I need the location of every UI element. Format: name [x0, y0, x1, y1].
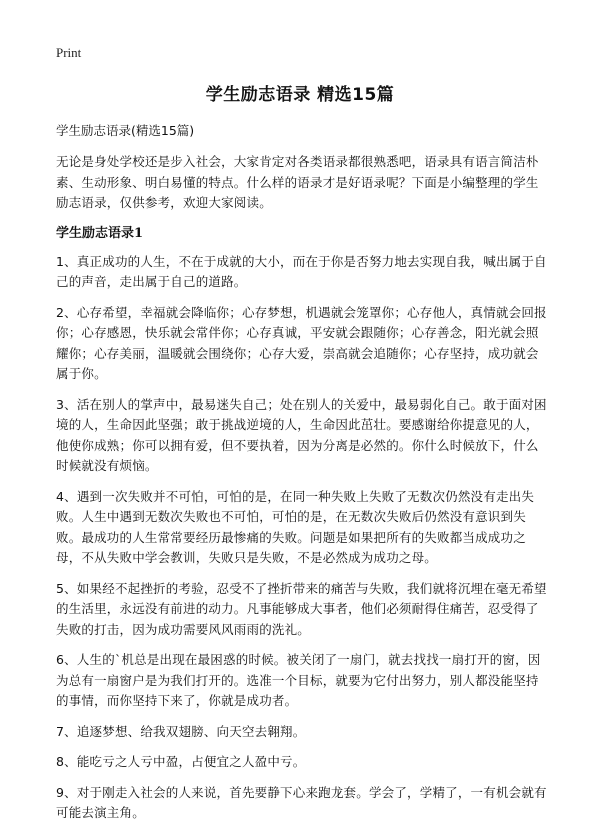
quote-item-8: 8、能吃亏之人亏中盈，占便宜之人盈中亏。	[56, 754, 306, 769]
quote-item-5: 5、如果经不起挫折的考验，忍受不了挫折带来的痛苦与失败，我们就将沉埋在毫无希望的生活里，永远没有前进的动力。凡事能够成大事者，他们必须耐得住痛苦，忍受得了失败的打击，因为成功需要风风雨雨的洗礼。	[56, 580, 547, 637]
section-heading: 学生励志语录1	[56, 225, 144, 241]
quote-item-6: 6、人生的`机总是出现在最困惑的时候。被关闭了一扇门，就去找找一扇打开的窗，因为总有一扇窗户是为我们打开的。选准一个目标，就要为它付出努力，别人都没能坚持的事情，而你坚持下来了，你就是成功者。	[56, 652, 541, 708]
quote-item-2: 2、心存希望，幸福就会降临你；心存梦想，机遇就会笼罩你；心存他人，真情就会回报你；心存感恩，快乐就会常伴你；心存真诚，平安就会跟随你；心存善念，阳光就会照耀你；心存美丽，温暖就会围绕你；心存大爱，崇高就会追随你；心存坚持，成功就会属于你。	[56, 304, 547, 381]
intro-paragraph: 无论是身处学校还是步入社会，大家肯定对各类语录都很熟悉吧，语录具有语言简洁朴素、生动形象、明白易懂的特点。什么样的语录才是好语录呢？下面是小编整理的学生励志语录，仅供参考，欢迎大家阅读。	[56, 154, 539, 210]
quote-item-1: 1、真正成功的人生，不在于成就的大小，而在于你是否努力地去实现自我，喊出属于自己的声音，走出属于自己的道路。	[56, 253, 547, 289]
article-subtitle: 学生励志语录(精选15篇)	[56, 123, 195, 138]
quote-item-3: 3、活在别人的掌声中，最易迷失自己；处在别人的关爱中，最易弱化自己。敢于面对困境的人，生命因此坚强；敢于挑战逆境的人，生命因此茁壮。要感谢给你提意见的人，他使你成熟；你可以拥有爱，但不要执着，因为分离是必然的。你什么时候放下，什么时候就没有烦恼。	[56, 396, 547, 473]
article-body	[56, 122, 548, 834]
print-link[interactable]: Print	[56, 45, 82, 60]
page-title: 学生励志语录 精选15篇	[205, 85, 395, 105]
quote-item-4: 4、遇到一次失败并不可怕，可怕的是，在同一种失败上失败了无数次仍然没有走出失败。人生中遇到无数次失败也不可怕，可怕的是，在无数次失败后仍然没有意识到失败。最成功的人生常常要经历最惨痛的失败。问题是如果把所有的失败都当成成功之母，不从失败中学会教训，失败只是失败，不是必然成为成功之母。	[56, 488, 535, 565]
quote-item-9: 9、对于刚走入社会的人来说，首先要静下心来跑龙套。学会了，学精了，一有机会就有可能去演主角。	[56, 784, 547, 820]
quote-item-7: 7、追逐梦想、给我双翅膀、向天空去翱翔。	[56, 723, 306, 739]
